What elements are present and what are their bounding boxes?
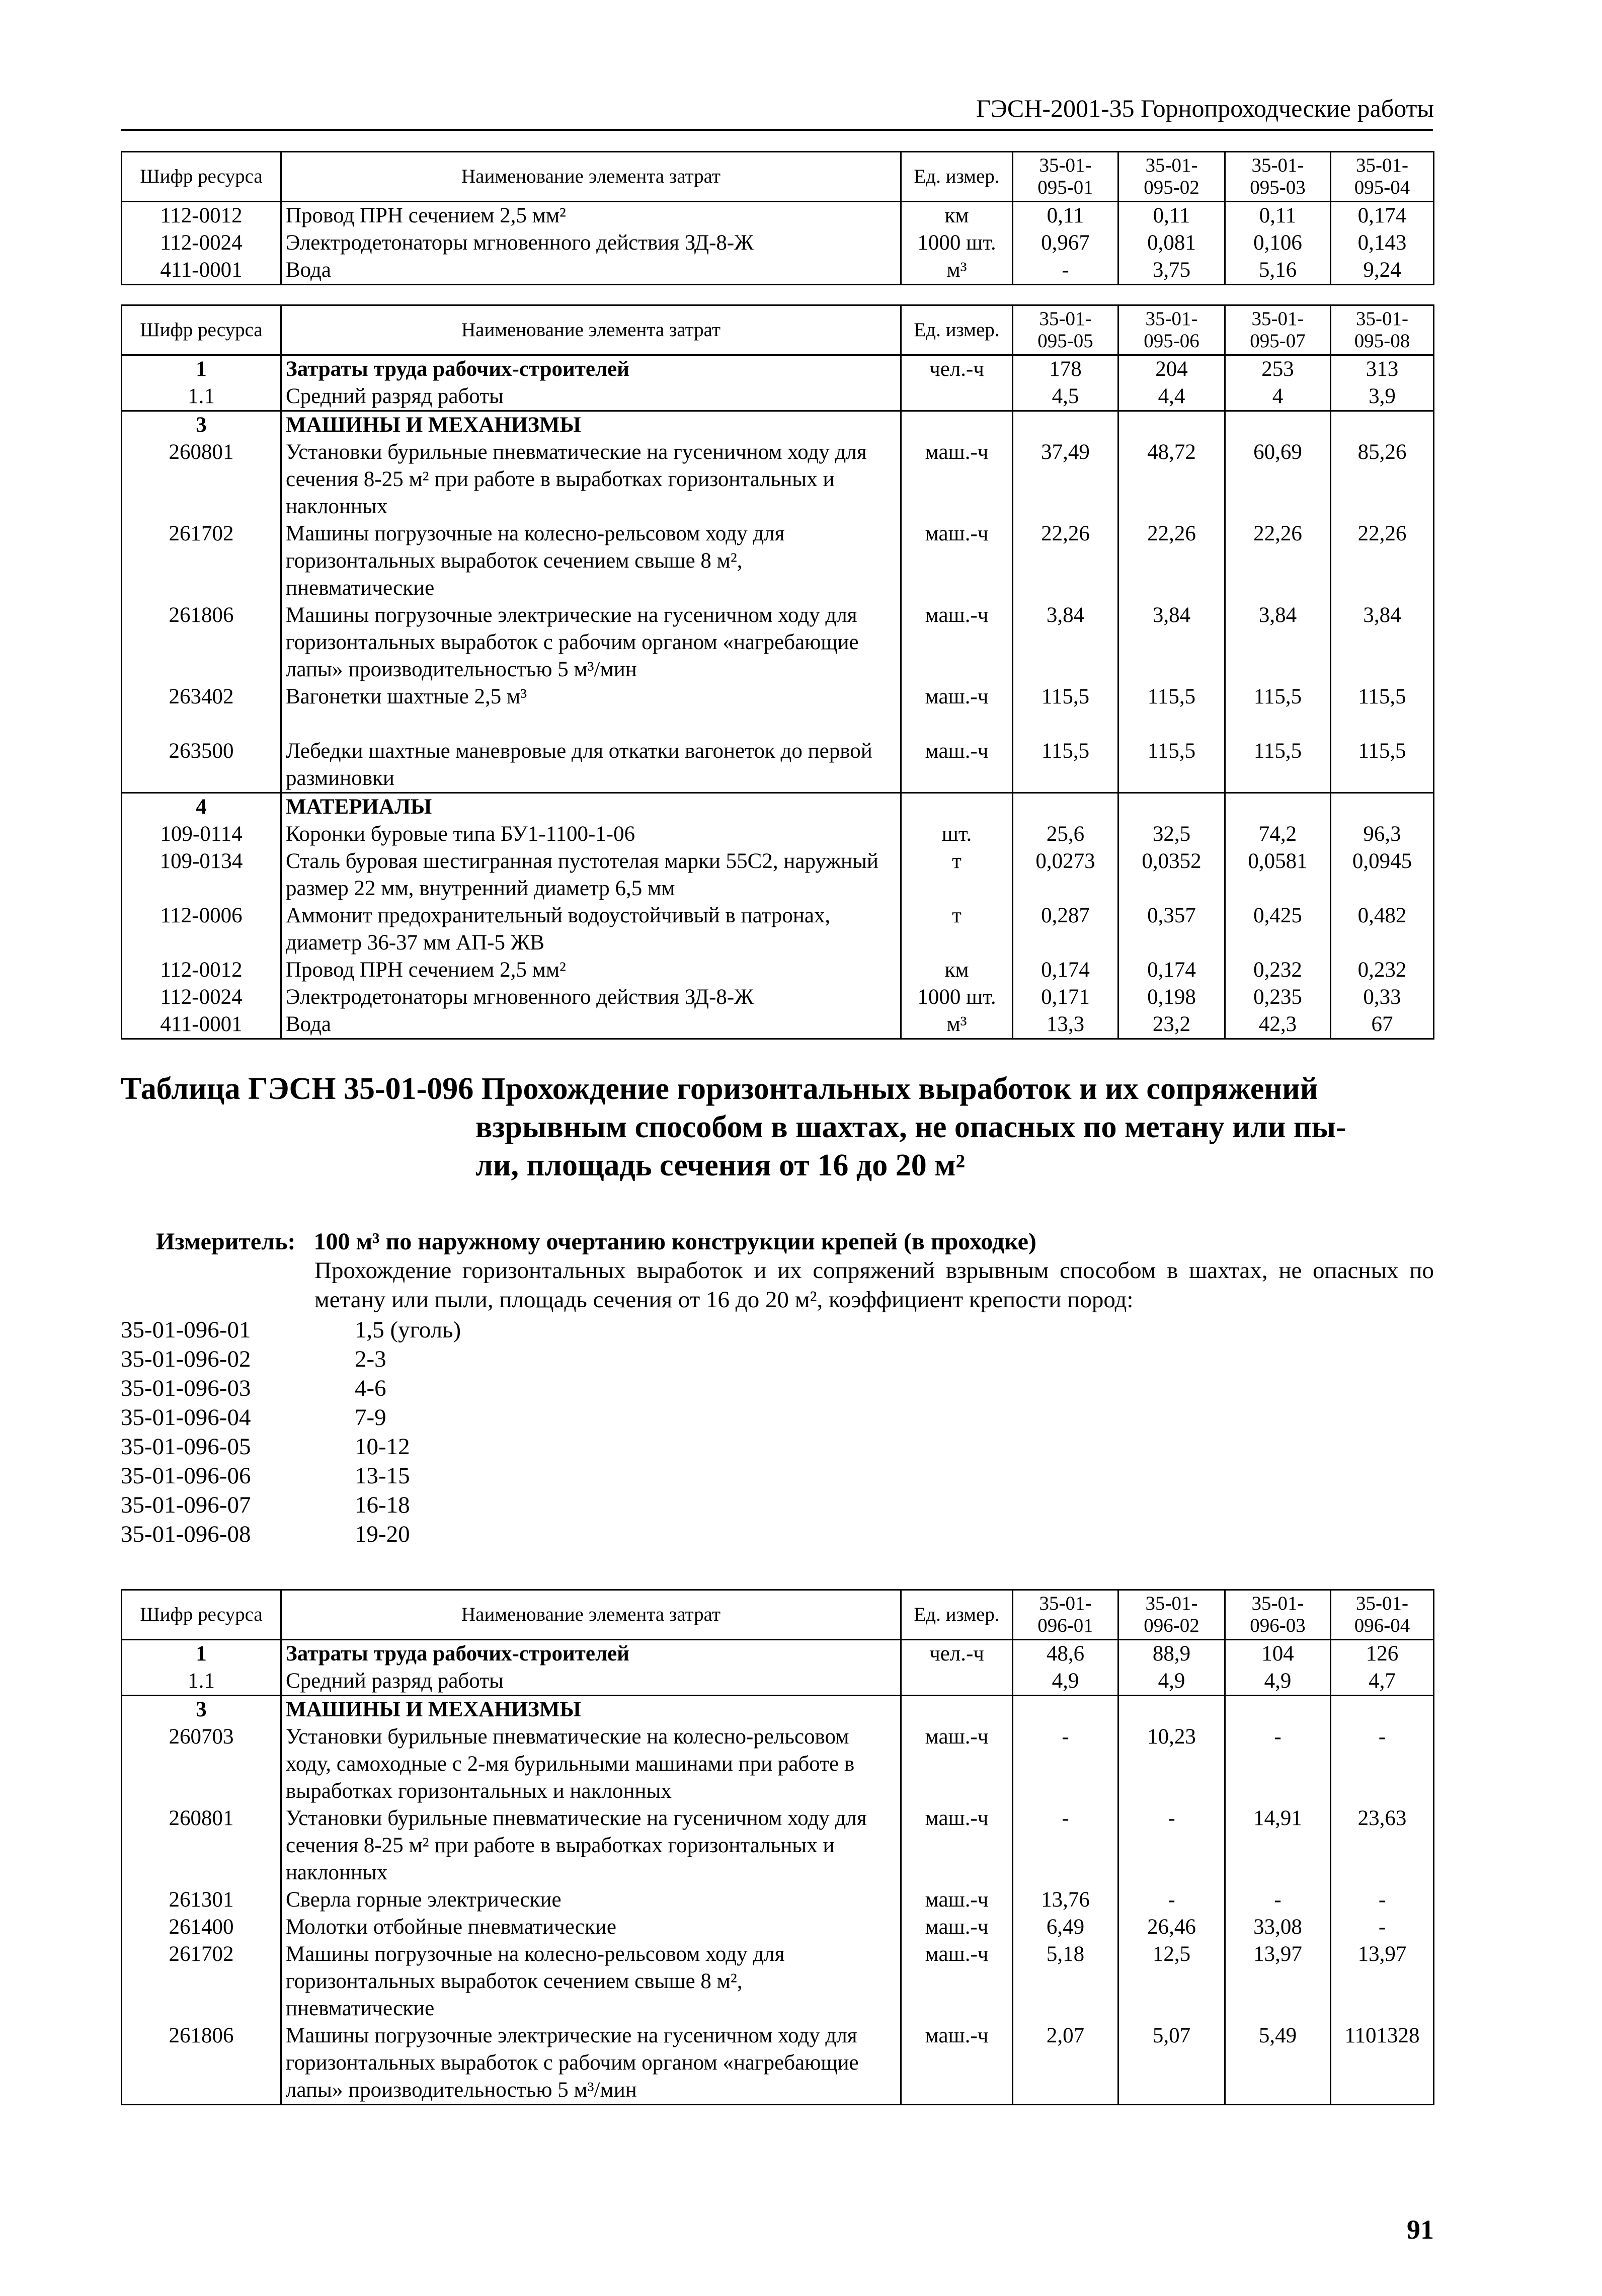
resource-code: 263500 — [122, 738, 281, 793]
norm-code-item — [121, 1374, 461, 1403]
value-cell: 0,33 — [1331, 984, 1434, 1011]
table-row — [122, 1914, 1434, 1941]
norm-code-item — [121, 1344, 461, 1374]
value-cell: 48,72 — [1118, 439, 1225, 520]
col-header-unit: Ед. измер. — [901, 305, 1013, 355]
resource-code: 1 — [122, 355, 281, 383]
unit-cell: маш.-ч — [901, 1886, 1013, 1914]
resource-code: 263402 — [122, 683, 281, 738]
rock-hardness-range: 13-15 — [355, 1463, 410, 1489]
col-header-name: Наименование элемента затрат — [281, 152, 901, 202]
value-cell — [1225, 1696, 1331, 1724]
value-cell: 126 — [1331, 1640, 1434, 1668]
value-cell — [1118, 793, 1225, 821]
value-cell: 67 — [1331, 1011, 1434, 1039]
cost-element-name: Коронки буровые типа БУ1-1100-1-06 — [281, 821, 901, 848]
value-cell: 12,5 — [1118, 1941, 1225, 2022]
norm-table-095-part1 — [121, 151, 1434, 285]
table-row — [122, 848, 1434, 902]
value-cell — [1225, 411, 1331, 439]
value-cell: 74,2 — [1225, 821, 1331, 848]
value-cell: 37,49 — [1013, 439, 1118, 520]
cost-element-name: Провод ПРН сечением 2,5 мм² — [281, 957, 901, 984]
value-cell: 60,69 — [1225, 439, 1331, 520]
rock-hardness-range: 19-20 — [355, 1521, 410, 1547]
value-cell — [1118, 1696, 1225, 1724]
table-row — [122, 1723, 1434, 1805]
value-cell — [1331, 1696, 1434, 1724]
col-header-norm: 35-01- 095-02 — [1118, 152, 1225, 202]
value-cell: 22,26 — [1013, 520, 1118, 602]
resource-code: 261702 — [122, 1941, 281, 2022]
value-cell: 96,3 — [1331, 821, 1434, 848]
rock-hardness-range: 2-3 — [355, 1346, 386, 1372]
measure-line — [156, 1228, 1036, 1255]
unit-cell: маш.-ч — [901, 602, 1013, 683]
value-cell: 0,232 — [1225, 957, 1331, 984]
norm-code: 35-01-096-02 — [121, 1346, 251, 1372]
unit-cell — [901, 793, 1013, 821]
col-header-norm: 35-01- 095-03 — [1225, 152, 1331, 202]
value-cell: 0,174 — [1013, 957, 1118, 984]
unit-cell: км — [901, 202, 1013, 230]
cost-element-name: Машины погрузочные электрические на гусеничном ходу для горизонтальных выработок с рабочим органом «нагребающие лапы» производительностью 5 м³/мин — [281, 602, 901, 683]
value-cell: 0,0945 — [1331, 848, 1434, 902]
header-rule — [121, 129, 1433, 131]
value-cell: 0,198 — [1118, 984, 1225, 1011]
table-row — [122, 902, 1434, 957]
col-header-code: Шифр ресурса — [122, 152, 281, 202]
norm-code-item — [121, 1432, 461, 1461]
unit-cell: маш.-ч — [901, 1723, 1013, 1805]
resource-code: 112-0006 — [122, 902, 281, 957]
unit-cell: маш.-ч — [901, 1805, 1013, 1886]
value-cell: 115,5 — [1013, 683, 1118, 738]
cost-element-name: МАШИНЫ И МЕХАНИЗМЫ — [281, 1696, 901, 1724]
page-number: 91 — [1407, 2214, 1434, 2245]
value-cell: 42,3 — [1225, 1011, 1331, 1039]
value-cell: 0,0352 — [1118, 848, 1225, 902]
value-cell: 32,5 — [1118, 821, 1225, 848]
cost-element-name: Установки бурильные пневматические на гусеничном ходу для сечения 8-25 м² при работе в выработках горизонтальных и наклонных — [281, 439, 901, 520]
value-cell: 4,4 — [1118, 383, 1225, 411]
value-cell: 26,46 — [1118, 1914, 1225, 1941]
norm-code: 35-01-096-04 — [121, 1404, 251, 1431]
unit-cell: м³ — [901, 1011, 1013, 1039]
unit-cell — [901, 411, 1013, 439]
cost-element-name: Установки бурильные пневматические на колесно-рельсовом ходу, самоходные с 2-мя бурильными машинами при работе в выработках горизонтальных и наклонных — [281, 1723, 901, 1805]
running-header: ГЭСН-2001-35 Горнопроходческие работы — [976, 94, 1434, 122]
unit-cell: маш.-ч — [901, 1941, 1013, 2022]
value-cell: 3,84 — [1225, 602, 1331, 683]
norm-code-list — [121, 1315, 461, 1549]
norm-code-item — [121, 1403, 461, 1432]
col-header-unit: Ед. измер. — [901, 152, 1013, 202]
resource-code: 4 — [122, 793, 281, 821]
resource-code: 3 — [122, 411, 281, 439]
value-cell: - — [1225, 1723, 1331, 1805]
value-cell: 0,0581 — [1225, 848, 1331, 902]
value-cell: 88,9 — [1118, 1640, 1225, 1668]
value-cell: 0,174 — [1118, 957, 1225, 984]
value-cell: 4,9 — [1013, 1668, 1118, 1696]
measure-text: 100 м³ по наружному очертанию конструкции крепей (в проходке) — [313, 1228, 1036, 1255]
col-header-norm: 35-01- 095-07 — [1225, 305, 1331, 355]
table-row — [122, 1668, 1434, 1696]
resource-code: 260703 — [122, 1723, 281, 1805]
value-cell: 0,143 — [1331, 229, 1434, 257]
resource-code: 3 — [122, 1696, 281, 1724]
value-cell: 115,5 — [1225, 683, 1331, 738]
unit-cell: т — [901, 902, 1013, 957]
resource-code: 112-0024 — [122, 984, 281, 1011]
value-cell: 0,482 — [1331, 902, 1434, 957]
value-cell: 10,23 — [1118, 1723, 1225, 1805]
value-cell: 6,49 — [1013, 1914, 1118, 1941]
unit-cell: маш.-ч — [901, 1914, 1013, 1941]
col-header-norm: 35-01- 095-06 — [1118, 305, 1225, 355]
resource-code: 1.1 — [122, 1668, 281, 1696]
unit-cell: шт. — [901, 821, 1013, 848]
table-row — [122, 257, 1434, 285]
cost-element-name: МАТЕРИАЛЫ — [281, 793, 901, 821]
value-cell: 14,91 — [1225, 1805, 1331, 1886]
section-title — [121, 1070, 1439, 1184]
value-cell: 13,97 — [1331, 1941, 1434, 2022]
value-cell: 115,5 — [1118, 683, 1225, 738]
table-row — [122, 520, 1434, 602]
resource-code: 261806 — [122, 602, 281, 683]
table-row — [122, 439, 1434, 520]
table-row — [122, 1805, 1434, 1886]
rock-hardness-range: 7-9 — [355, 1404, 386, 1431]
unit-cell: м³ — [901, 257, 1013, 285]
col-header-norm: 35-01- 096-02 — [1118, 1590, 1225, 1640]
value-cell — [1013, 793, 1118, 821]
col-header-name: Наименование элемента затрат — [281, 1590, 901, 1640]
resource-code: 112-0012 — [122, 202, 281, 230]
value-cell: 48,6 — [1013, 1640, 1118, 1668]
cost-element-name: Сталь буровая шестигранная пустотелая марки 55С2, наружный размер 22 мм, внутренний диаметр 6,5 мм — [281, 848, 901, 902]
value-cell: 13,3 — [1013, 1011, 1118, 1039]
value-cell: 0,174 — [1331, 202, 1434, 230]
table-row — [122, 1640, 1434, 1668]
value-cell: 3,84 — [1013, 602, 1118, 683]
value-cell: 178 — [1013, 355, 1118, 383]
norm-code: 35-01-096-05 — [121, 1434, 251, 1460]
table-row — [122, 229, 1434, 257]
norm-code-item — [121, 1461, 461, 1490]
value-cell — [1118, 411, 1225, 439]
table-row — [122, 738, 1434, 793]
value-cell: 0,11 — [1118, 202, 1225, 230]
value-cell: - — [1331, 1886, 1434, 1914]
resource-code: 261702 — [122, 520, 281, 602]
unit-cell: км — [901, 957, 1013, 984]
cost-element-name: Вагонетки шахтные 2,5 м³ — [281, 683, 901, 738]
measure-label: Измеритель: — [156, 1228, 296, 1255]
cost-element-name: Провод ПРН сечением 2,5 мм² — [281, 202, 901, 230]
value-cell: 9,24 — [1331, 257, 1434, 285]
resource-code: 260801 — [122, 439, 281, 520]
resource-code: 261301 — [122, 1886, 281, 1914]
value-cell: 0,106 — [1225, 229, 1331, 257]
value-cell: 0,081 — [1118, 229, 1225, 257]
value-cell: - — [1118, 1886, 1225, 1914]
value-cell: 5,49 — [1225, 2022, 1331, 2105]
rock-hardness-range: 1,5 (уголь) — [355, 1317, 461, 1343]
value-cell: - — [1013, 1723, 1118, 1805]
value-cell: 115,5 — [1225, 738, 1331, 793]
resource-code: 1 — [122, 1640, 281, 1668]
table-row — [122, 984, 1434, 1011]
col-header-norm: 35-01- 095-05 — [1013, 305, 1118, 355]
value-cell: 5,18 — [1013, 1941, 1118, 2022]
col-header-norm: 35-01- 096-01 — [1013, 1590, 1118, 1640]
cost-element-name: Электродетонаторы мгновенного действия ЗД-8-Ж — [281, 984, 901, 1011]
resource-code: 112-0024 — [122, 229, 281, 257]
col-header-norm: 35-01- 095-04 — [1331, 152, 1434, 202]
value-cell: 1101328 — [1331, 2022, 1434, 2105]
value-cell: 3,84 — [1118, 602, 1225, 683]
section-title-line: взрывным способом в шахтах, не опасных по метану или пы- — [475, 1110, 1346, 1144]
col-header-name: Наименование элемента затрат — [281, 305, 901, 355]
value-cell: 3,75 — [1118, 257, 1225, 285]
value-cell: 115,5 — [1013, 738, 1118, 793]
resource-code: 109-0114 — [122, 821, 281, 848]
value-cell: 4,7 — [1331, 1668, 1434, 1696]
norm-table-095-part2 — [121, 304, 1434, 1040]
rock-hardness-range: 4-6 — [355, 1375, 386, 1401]
resource-code: 112-0012 — [122, 957, 281, 984]
section-title-line: Таблица ГЭСН 35-01-096 Прохождение горизонтальных выработок и их сопряжений — [121, 1072, 1318, 1106]
col-header-code: Шифр ресурса — [122, 1590, 281, 1640]
value-cell: 22,26 — [1118, 520, 1225, 602]
unit-cell: 1000 шт. — [901, 229, 1013, 257]
table-row — [122, 1696, 1434, 1724]
value-cell: 104 — [1225, 1640, 1331, 1668]
table-row — [122, 202, 1434, 230]
cost-element-name: МАШИНЫ И МЕХАНИЗМЫ — [281, 411, 901, 439]
value-cell: 253 — [1225, 355, 1331, 383]
unit-cell — [901, 1696, 1013, 1724]
value-cell: 0,11 — [1013, 202, 1118, 230]
value-cell: 204 — [1118, 355, 1225, 383]
col-header-norm: 35-01- 096-03 — [1225, 1590, 1331, 1640]
col-header-norm: 35-01- 095-08 — [1331, 305, 1434, 355]
value-cell: 115,5 — [1118, 738, 1225, 793]
unit-cell: маш.-ч — [901, 520, 1013, 602]
cost-element-name: Затраты труда рабочих-строителей — [281, 355, 901, 383]
rock-hardness-range: 16-18 — [355, 1492, 410, 1518]
cost-element-name: Средний разряд работы — [281, 383, 901, 411]
cost-element-name: Средний разряд работы — [281, 1668, 901, 1696]
resource-code: 261806 — [122, 2022, 281, 2105]
table-row — [122, 1011, 1434, 1039]
value-cell: 115,5 — [1331, 683, 1434, 738]
value-cell — [1331, 793, 1434, 821]
norm-code-item — [121, 1315, 461, 1344]
resource-code: 411-0001 — [122, 1011, 281, 1039]
table-row — [122, 383, 1434, 411]
value-cell: 0,0273 — [1013, 848, 1118, 902]
unit-cell: маш.-ч — [901, 439, 1013, 520]
value-cell: 0,11 — [1225, 202, 1331, 230]
col-header-code: Шифр ресурса — [122, 305, 281, 355]
table-row — [122, 793, 1434, 821]
value-cell: 5,16 — [1225, 257, 1331, 285]
norm-code: 35-01-096-07 — [121, 1492, 251, 1518]
norm-code-item — [121, 1520, 461, 1549]
unit-cell — [901, 383, 1013, 411]
col-header-norm: 35-01- 096-04 — [1331, 1590, 1434, 1640]
cost-element-name: Лебедки шахтные маневровые для откатки вагонеток до первой разминовки — [281, 738, 901, 793]
value-cell: - — [1225, 1886, 1331, 1914]
value-cell: 3,84 — [1331, 602, 1434, 683]
norm-code: 35-01-096-06 — [121, 1463, 251, 1489]
norm-table-096 — [121, 1589, 1434, 2105]
cost-element-name: Машины погрузочные на колесно-рельсовом ходу для горизонтальных выработок сечением свыше 8 м², пневматические — [281, 520, 901, 602]
table-row — [122, 1886, 1434, 1914]
value-cell: 23,2 — [1118, 1011, 1225, 1039]
section-title-line: ли, площадь сечения от 16 до 20 м² — [475, 1148, 966, 1182]
value-cell — [1225, 793, 1331, 821]
unit-cell: маш.-ч — [901, 2022, 1013, 2105]
unit-cell: маш.-ч — [901, 683, 1013, 738]
cost-element-name: Машины погрузочные электрические на гусеничном ходу для горизонтальных выработок с рабочим органом «нагребающие лапы» производительностью 5 м³/мин — [281, 2022, 901, 2105]
resource-code: 411-0001 — [122, 257, 281, 285]
col-header-norm: 35-01- 095-01 — [1013, 152, 1118, 202]
value-cell: 0,287 — [1013, 902, 1118, 957]
col-header-unit: Ед. измер. — [901, 1590, 1013, 1640]
value-cell: - — [1118, 1805, 1225, 1886]
cost-element-name: Машины погрузочные на колесно-рельсовом ходу для горизонтальных выработок сечением свыше 8 м², пневматические — [281, 1941, 901, 2022]
value-cell: 33,08 — [1225, 1914, 1331, 1941]
value-cell: 25,6 — [1013, 821, 1118, 848]
resource-code: 109-0134 — [122, 848, 281, 902]
unit-cell: чел.-ч — [901, 355, 1013, 383]
resource-code: 261400 — [122, 1914, 281, 1941]
table-row — [122, 2022, 1434, 2105]
table-row — [122, 411, 1434, 439]
norm-code: 35-01-096-08 — [121, 1521, 251, 1547]
value-cell: - — [1331, 1723, 1434, 1805]
norm-code: 35-01-096-01 — [121, 1317, 251, 1343]
table-row — [122, 355, 1434, 383]
value-cell: 22,26 — [1225, 520, 1331, 602]
cost-element-name: Вода — [281, 1011, 901, 1039]
value-cell — [1331, 411, 1434, 439]
table-row — [122, 683, 1434, 738]
cost-element-name: Аммонит предохранительный водоустойчивый в патронах, диаметр 36-37 мм АП-5 ЖВ — [281, 902, 901, 957]
rock-hardness-range: 10-12 — [355, 1434, 410, 1460]
resource-code: 1.1 — [122, 383, 281, 411]
value-cell: 4,9 — [1118, 1668, 1225, 1696]
table-row — [122, 1941, 1434, 2022]
cost-element-name: Электродетонаторы мгновенного действия ЗД-8-Ж — [281, 229, 901, 257]
norm-code: 35-01-096-03 — [121, 1375, 251, 1401]
value-cell: 115,5 — [1331, 738, 1434, 793]
resource-code: 260801 — [122, 1805, 281, 1886]
table-row — [122, 821, 1434, 848]
value-cell: 13,76 — [1013, 1886, 1118, 1914]
section-description: Прохождение горизонтальных выработок и их сопряжений взрывным способом в шахтах, не опасных по метану или пыли, площадь сечения от 16 до 20 м², коэффициент крепости пород: — [314, 1257, 1434, 1313]
value-cell: 5,07 — [1118, 2022, 1225, 2105]
norm-code-item — [121, 1490, 461, 1520]
value-cell: 4 — [1225, 383, 1331, 411]
value-cell: 313 — [1331, 355, 1434, 383]
value-cell — [1013, 1696, 1118, 1724]
value-cell: 4,9 — [1225, 1668, 1331, 1696]
value-cell: 0,235 — [1225, 984, 1331, 1011]
value-cell: 13,97 — [1225, 1941, 1331, 2022]
value-cell: 3,9 — [1331, 383, 1434, 411]
cost-element-name: Вода — [281, 257, 901, 285]
value-cell: 22,26 — [1331, 520, 1434, 602]
unit-cell: т — [901, 848, 1013, 902]
value-cell: 0,171 — [1013, 984, 1118, 1011]
value-cell: 0,967 — [1013, 229, 1118, 257]
value-cell: 85,26 — [1331, 439, 1434, 520]
cost-element-name: Установки бурильные пневматические на гусеничном ходу для сечения 8-25 м² при работе в выработках горизонтальных и наклонных — [281, 1805, 901, 1886]
cost-element-name: Сверла горные электрические — [281, 1886, 901, 1914]
table-row — [122, 602, 1434, 683]
value-cell: - — [1013, 257, 1118, 285]
table-row — [122, 957, 1434, 984]
value-cell: 0,357 — [1118, 902, 1225, 957]
unit-cell — [901, 1668, 1013, 1696]
value-cell: 23,63 — [1331, 1805, 1434, 1886]
unit-cell: чел.-ч — [901, 1640, 1013, 1668]
cost-element-name: Затраты труда рабочих-строителей — [281, 1640, 901, 1668]
value-cell: - — [1013, 1805, 1118, 1886]
value-cell: 0,425 — [1225, 902, 1331, 957]
value-cell — [1013, 411, 1118, 439]
value-cell: 2,07 — [1013, 2022, 1118, 2105]
value-cell: - — [1331, 1914, 1434, 1941]
unit-cell: маш.-ч — [901, 738, 1013, 793]
value-cell: 4,5 — [1013, 383, 1118, 411]
cost-element-name: Молотки отбойные пневматические — [281, 1914, 901, 1941]
unit-cell: 1000 шт. — [901, 984, 1013, 1011]
value-cell: 0,232 — [1331, 957, 1434, 984]
